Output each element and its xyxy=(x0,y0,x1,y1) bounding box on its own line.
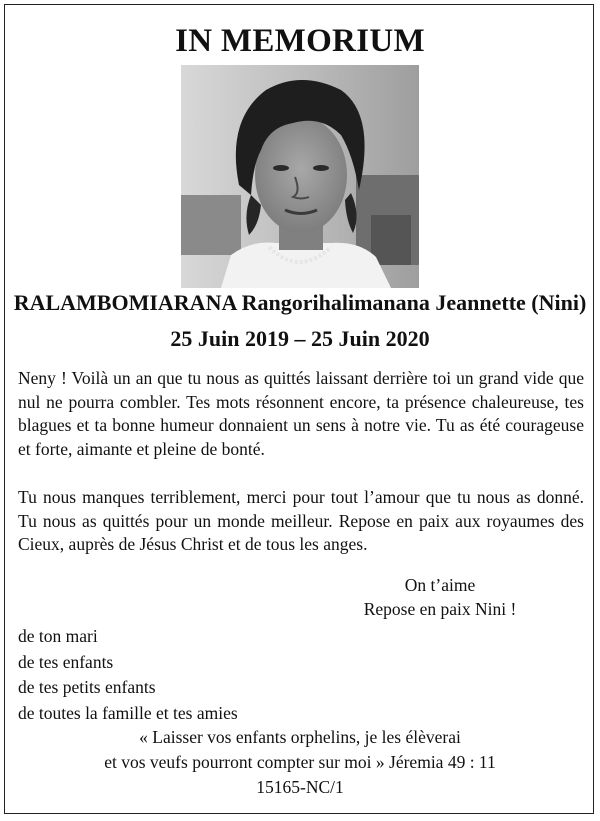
signer-line: de toutes la famille et tes amies xyxy=(18,702,238,723)
signer-line: de tes enfants xyxy=(18,651,114,672)
notice-reference: 15165-NC/1 xyxy=(256,777,344,797)
message-paragraph-1: Neny ! Voilà un an que tu nous as quittés laissant derrière toi un grand vide que nul ne pourra combler. Tes mots résonnent encore, ta présence chaleureuse, tes blagues et ta bonne humeur donnaient un sens à notre vie. Tu as été courageuse et forte, aimante et pleine de bonté. xyxy=(18,368,584,459)
message-paragraph-2: Tu nous manques terriblement, merci pour tout l’amour que tu nous as donné. Tu nous as quittés pour un monde meilleur. Repose en paix aux royaumes des Cieux, auprès de Jésus Christ et de tous les anges. xyxy=(18,487,584,554)
closing-line-2: Repose en paix Nini ! xyxy=(363,599,517,619)
scripture-quote-line-2: et vos veufs pourront compter sur moi » Jéremia 49 : 11 xyxy=(104,752,496,772)
signers-list xyxy=(18,624,238,726)
signer-line: de ton mari xyxy=(18,626,98,646)
deceased-name: RALAMBOMIARANA Rangorihalimanana Jeannette (Nini) xyxy=(13,290,587,315)
memorial-dates: 25 Juin 2019 – 25 Juin 2020 xyxy=(170,326,430,351)
closing-line-1: On t’aime xyxy=(404,575,476,595)
notice-title: IN MEMORIUM xyxy=(175,23,425,59)
scripture-quote-line-1: « Laisser vos enfants orphelins, je les élèverai xyxy=(139,727,461,747)
portrait-photo xyxy=(181,65,419,288)
signer-line: de tes petits enfants xyxy=(18,677,156,697)
